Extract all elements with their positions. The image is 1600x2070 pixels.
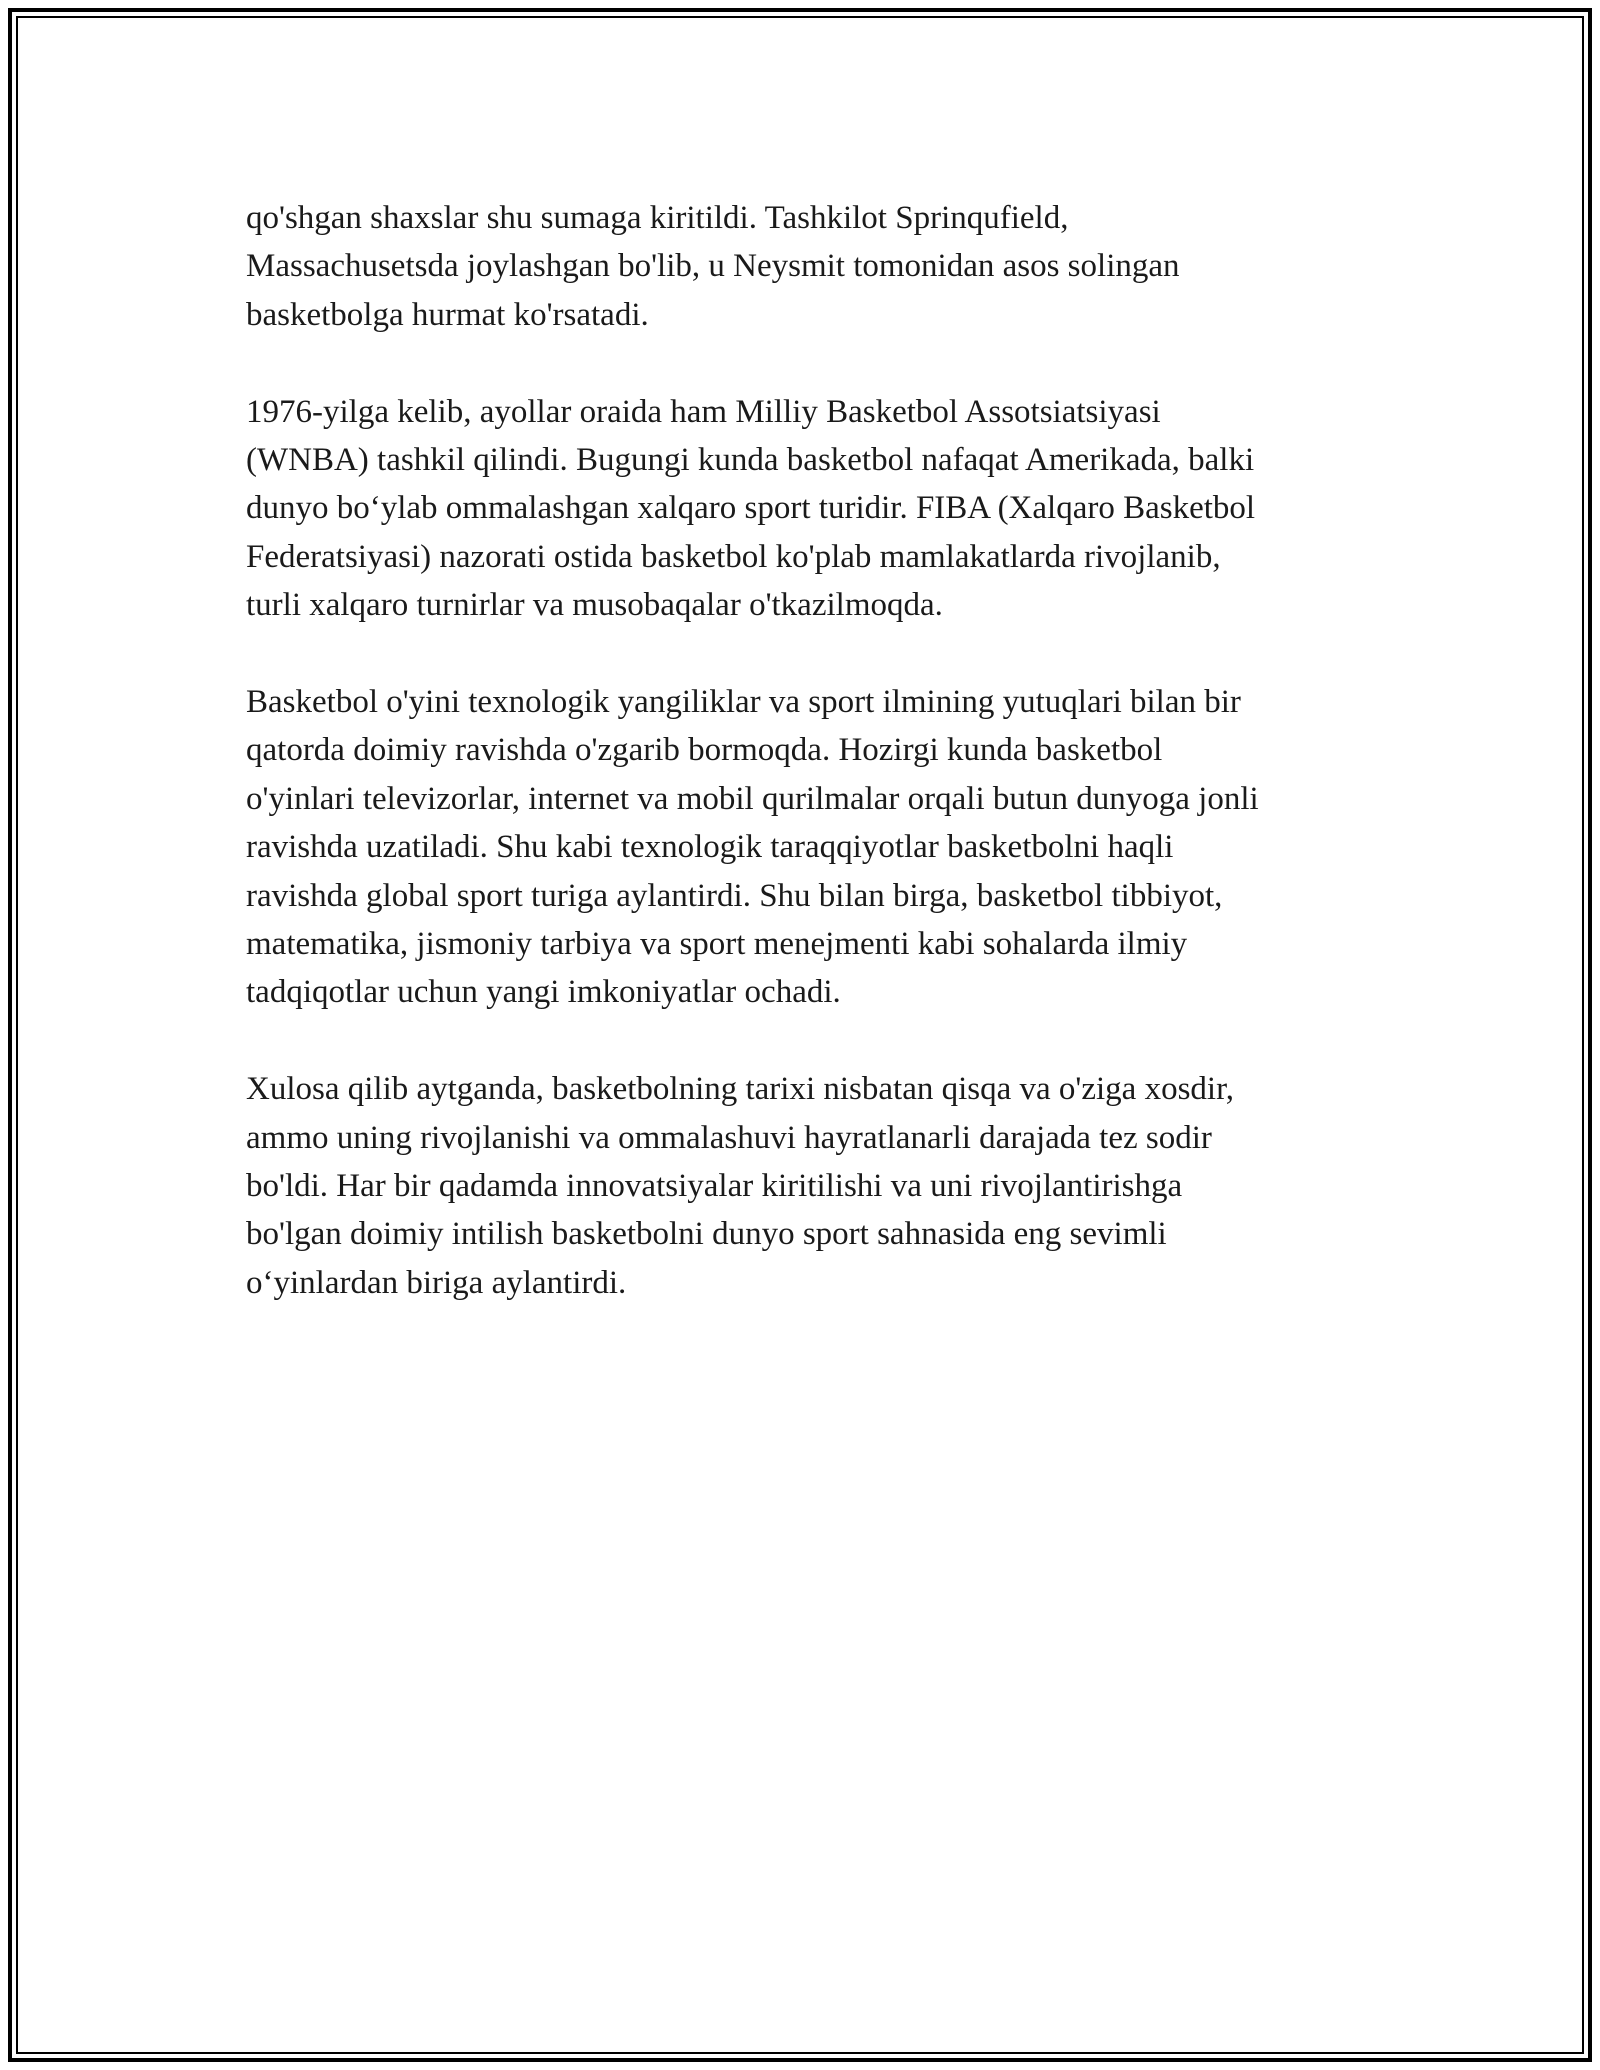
text-line: Federatsiyasi) nazorati ostida basketbol ko'plab mamlakatlarda rivojlanib, [246,538,1221,575]
text-line: matematika, jismoniy tarbiya va sport menejmenti kabi sohalarda ilmiy [246,926,1188,963]
text-line: bo'lgan doimiy intilish basketbolni dunyo sport sahnasida eng sevimli [246,1216,1167,1253]
text-line: o'yinlari televizorlar, internet va mobil qurilmalar orqali butun dunyoga jonli [246,780,1259,817]
text-line: Massachusetsda joylashgan bo'lib, u Neysmit tomonidan asos solingan [246,248,1180,285]
text-line: basketbolga hurmat ko'rsatadi. [246,296,649,333]
document-page [8,8,1592,2062]
text-line: ravishda uzatiladi. Shu kabi texnologik taraqqiyotlar basketbolni haqli [246,829,1174,866]
text-line: dunyo bo‘ylab ommalashgan xalqaro sport turidir. FIBA (Xalqaro Basketbol [246,490,1256,527]
text-line: ammo uning rivojlanishi va ommalashuvi hayratlanarli darajada tez sodir [246,1119,1212,1156]
text-line: bo'ldi. Har bir qadamda innovatsiyalar kiritilishi va uni rivojlantirishga [246,1168,1183,1205]
text-line: Basketbol o'yini texnologik yangiliklar va sport ilmining yutuqlari bilan bir [246,684,1241,721]
text-line: o‘yinlardan biriga aylantirdi. [246,1264,627,1301]
paragraph-3 [246,678,1376,1017]
text-line: Xulosa qilib aytganda, basketbolning tarixi nisbatan qisqa va o'ziga xosdir, [246,1071,1235,1108]
text-line: (WNBA) tashkil qilindi. Bugungi kunda basketbol nafaqat Amerikada, balki [246,442,1255,479]
text-line: turli xalqaro turnirlar va musobaqalar o'tkazilmoqda. [246,587,943,624]
paragraph-2 [246,388,1376,630]
text-line: 1976-yilga kelib, ayollar oraida ham Milliy Basketbol Assotsiatsiyasi [246,393,1161,430]
text-line: qo'shgan shaxslar shu sumaga kiritildi. Tashkilot Sprinqufield, [246,200,1069,236]
paragraph-4 [246,1065,1376,1307]
text-line: tadqiqotlar uchun yangi imkoniyatlar ochadi. [246,974,841,1011]
paragraph-1 [246,194,1376,339]
document-body [246,194,1376,1356]
text-line: qatorda doimiy ravishda o'zgarib bormoqda. Hozirgi kunda basketbol [246,732,1163,769]
text-line: ravishda global sport turiga aylantirdi. Shu bilan birga, basketbol tibbiyot, [246,877,1223,914]
